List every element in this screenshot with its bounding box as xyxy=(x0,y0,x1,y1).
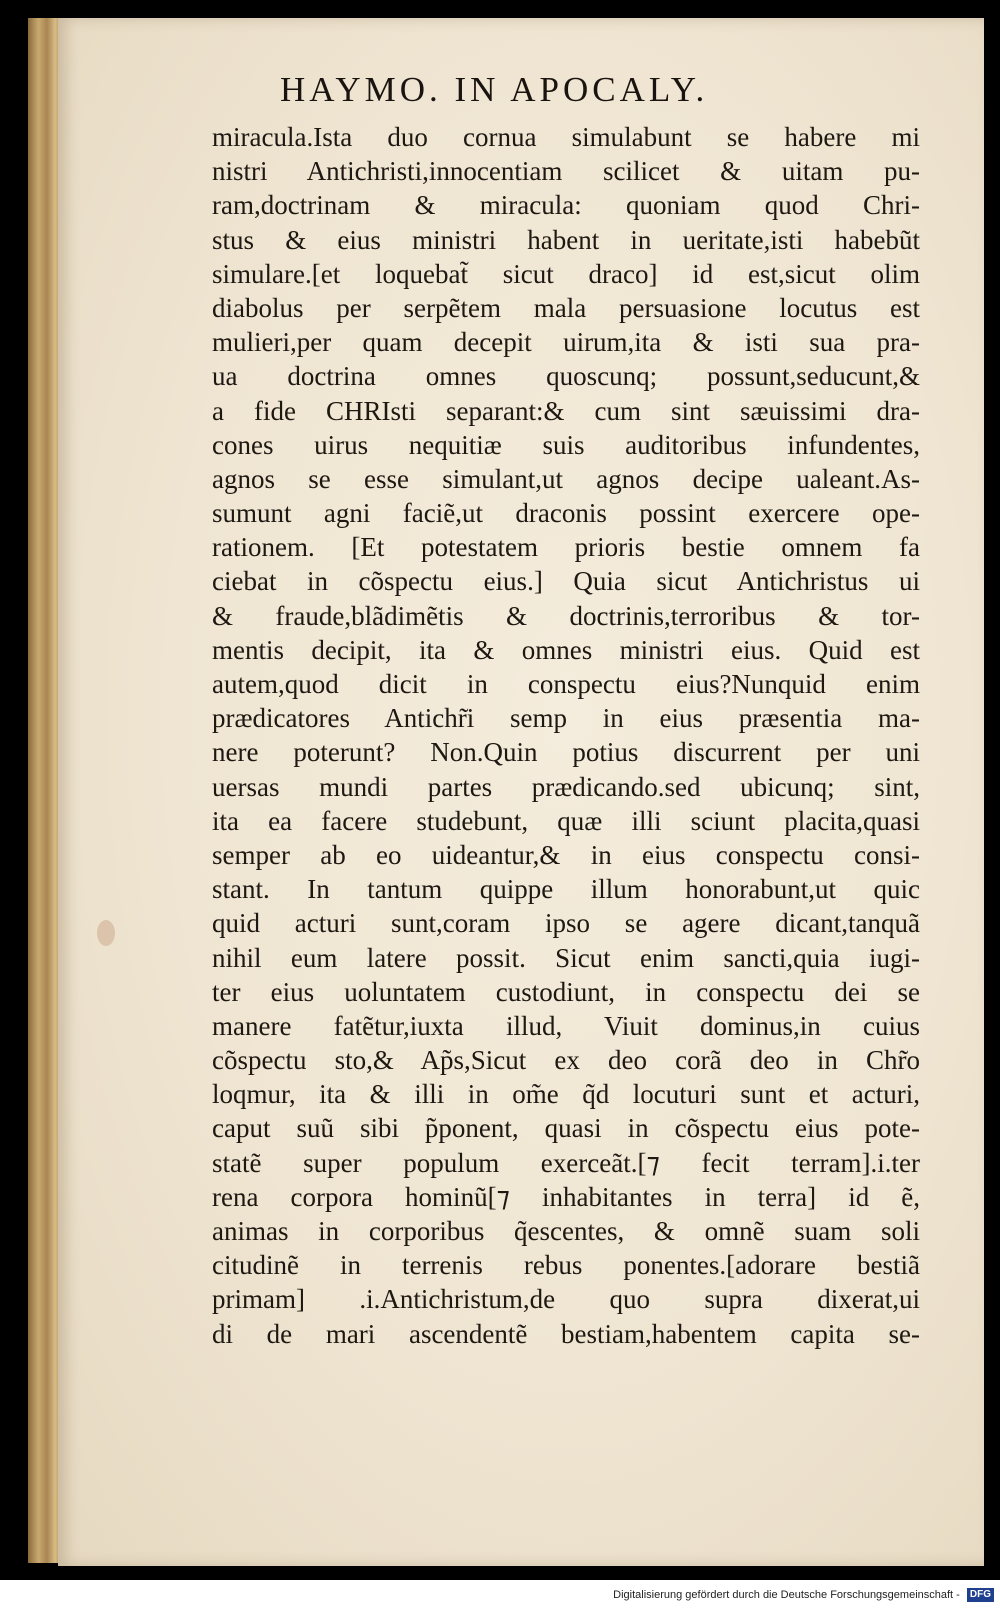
text-line: citudinẽ in terrenis rebus ponentes.[adorare bestiã xyxy=(212,1250,920,1281)
text-line: stant. In tantum quippe illum honorabunt,ut quic xyxy=(212,874,920,905)
text-line: caput suũ sibi p̃ponent, quasi in cõspectu eius pote- xyxy=(212,1113,920,1144)
text-line: rena corpora hominũ[⁊ inhabitantes in terra] id ẽ, xyxy=(212,1181,920,1212)
text-line: animas in corporibus q̃escentes, & omnẽ suam soli xyxy=(212,1216,920,1246)
text-line: nere poterunt? Non.Quin potius discurrent per uni xyxy=(212,737,920,768)
text-line: simulare.[et loquebat̃ sicut draco] id est,sicut olim xyxy=(212,258,920,289)
text-line: semper ab eo uideantur,& in eius conspectu consi- xyxy=(212,839,920,870)
text-line: ita ea facere studebunt, quæ illi sciunt placita,quasi xyxy=(212,805,920,836)
text-line: ua doctrina omnes quoscunq; possunt,seducunt,& xyxy=(212,361,920,392)
text-line: miracula.Ista duo cornua simulabunt se habere mi xyxy=(212,122,920,152)
credit-text: Digitalisierung gefördert durch die Deutsche Forschungsgemeinschaft - xyxy=(613,1589,960,1601)
text-line: quid acturi sunt,coram ipso se agere dicant,tanquã xyxy=(212,908,920,939)
text-line: primam] .i.Antichristum,de quo supra dixerat,ui xyxy=(212,1284,920,1315)
text-line: nihil eum latere possit. Sicut enim sancti,quia iugi- xyxy=(212,942,920,973)
text-line: uersas mundi partes prædicando.sed ubicunq; sint, xyxy=(212,771,920,802)
text-line: nistri Antichristi,innocentiam scilicet & uitam pu- xyxy=(212,156,920,187)
text-line: statẽ super populum exerceãt.[⁊ fecit terram].i.ter xyxy=(212,1147,920,1178)
text-line: prædicatores Antichr̃i semp in eius præsentia ma- xyxy=(212,703,920,734)
footer-credit xyxy=(613,1585,994,1605)
text-line: diabolus per serpẽtem mala persuasione locutus est xyxy=(212,292,920,323)
text-line: manere fatẽtur,iuxta illud, Viuit dominus,in cuius xyxy=(212,1010,920,1041)
body-text xyxy=(212,120,920,1351)
running-head: HAYMO. IN APOCALY. xyxy=(280,70,709,109)
text-line: ciebat in cõspectu eius.] Quia sicut Antichristus ui xyxy=(212,566,920,597)
text-line: di de mari ascendentẽ bestiam,habentem capita se- xyxy=(212,1318,920,1349)
text-line: ram,doctrinam & miracula: quoniam quod Chri- xyxy=(212,190,920,221)
text-line: & fraude,blãdimẽtis & doctrinis,terroribus & tor- xyxy=(212,600,920,631)
text-line: stus & eius ministri habent in ueritate,isti habebũt xyxy=(212,224,920,255)
text-line: cones uirus nequitiæ suis auditoribus infundentes, xyxy=(212,429,920,460)
text-line: ter eius uoluntatem custodiunt, in conspectu dei se xyxy=(212,976,920,1007)
text-line: cõspectu sto,& Ap̃s,Sicut ex deo corã deo in Chr̃o xyxy=(212,1045,920,1076)
text-line: agnos se esse simulant,ut agnos decipe ualeant.As- xyxy=(212,463,920,494)
text-line: loqmur, ita & illi in om̃e q̃d locuturi sunt et acturi, xyxy=(212,1079,920,1110)
text-line: a fide CHRIsti separant:& cum sint sæuissimi dra- xyxy=(212,395,920,426)
text-line: autem,quod dicit in conspectu eius?Nunquid enim xyxy=(212,669,920,699)
text-line: rationem. [Et potestatem prioris bestie omnem fa xyxy=(212,532,920,563)
dfg-logo: DFG xyxy=(967,1588,994,1602)
text-line: sumunt agni faciẽ,ut draconis possint exercere ope- xyxy=(212,498,920,529)
text-line: mulieri,per quam decepit uirum,ita & isti sua pra- xyxy=(212,327,920,358)
text-line: mentis decipit, ita & omnes ministri eius. Quid est xyxy=(212,634,920,665)
paper-stain xyxy=(97,920,115,946)
